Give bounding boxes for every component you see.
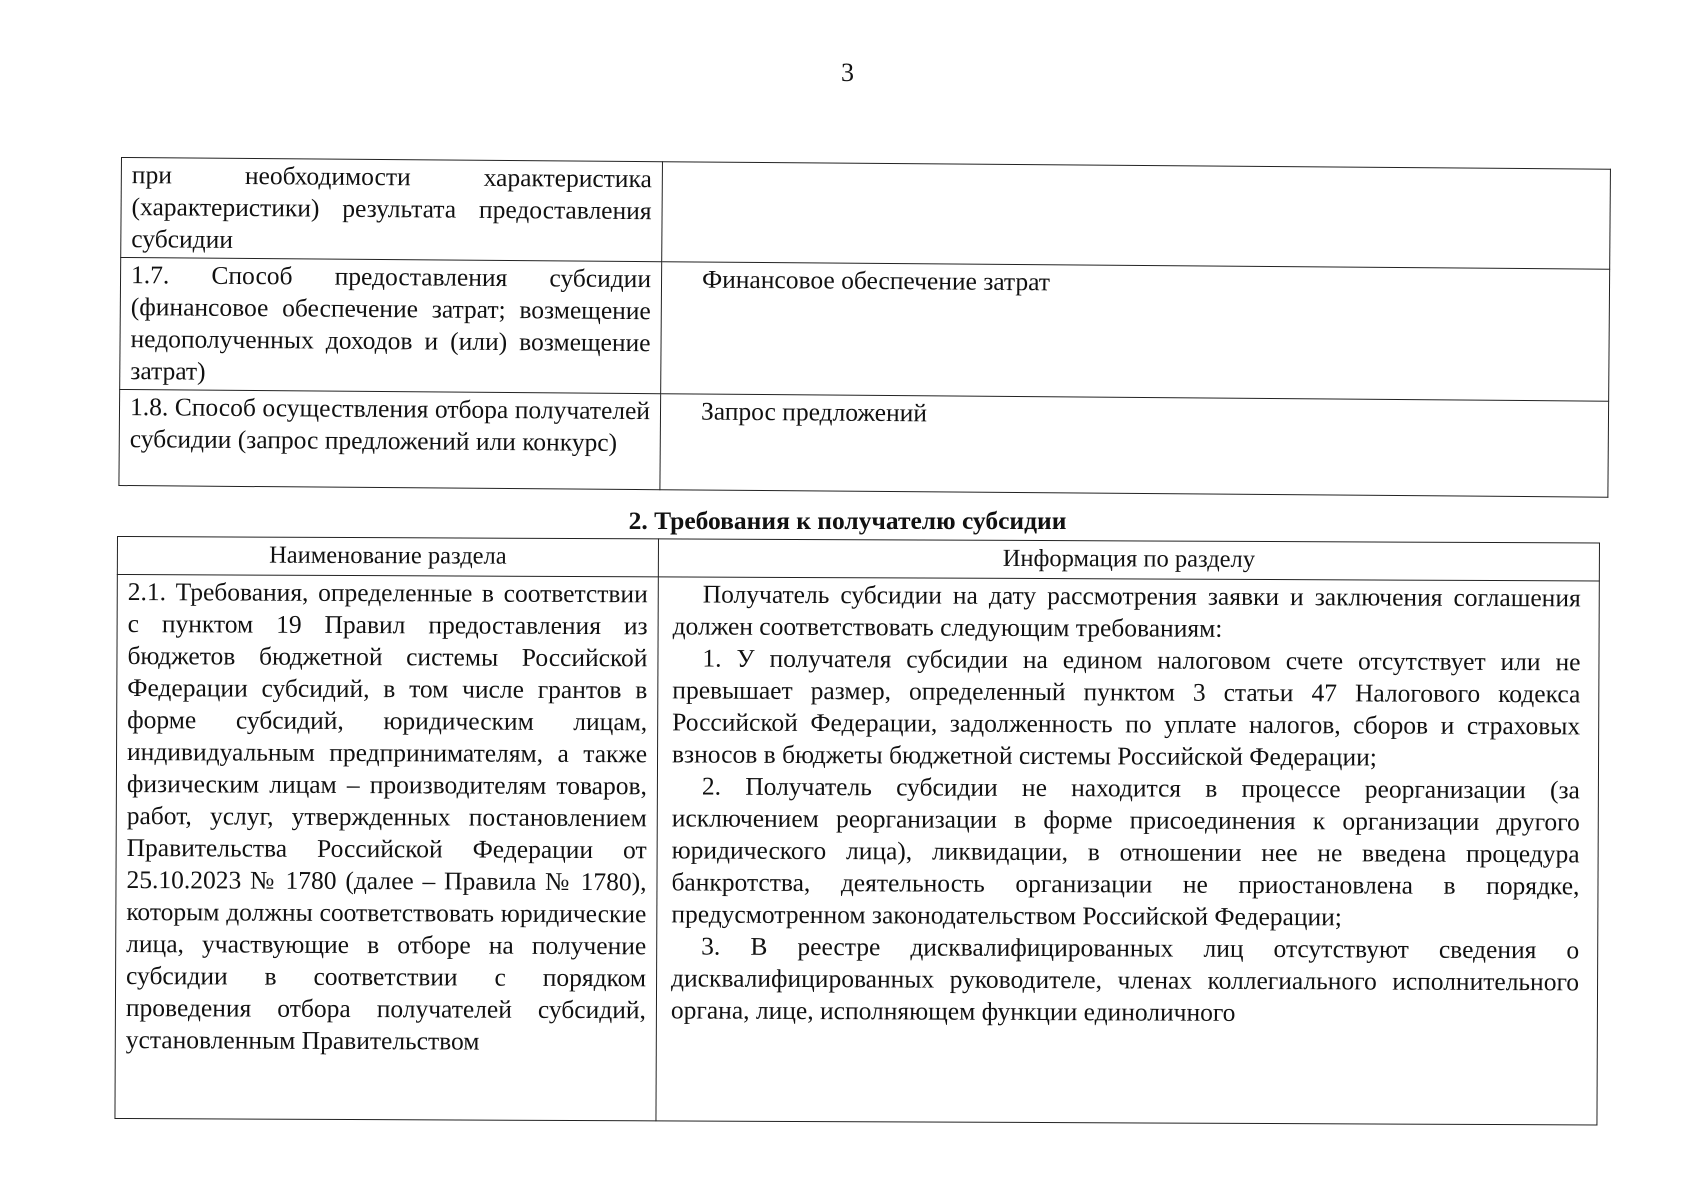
requirement-paragraph: 3. В реестре дисквалифицированных лиц отсутствуют сведения о дисквалифицированных руководителе, членах коллегиального исполнительного органа, лице, исполняющем функции единоличного [670, 931, 1580, 1027]
row-label: при необходимости характеристика (характеристики) результата предоставления субсидии [121, 158, 663, 262]
row-label: 2.1. Требования, определенные в соответствии с пунктом 19 Правил предоставления из бюджетов бюджетной системы Российской Федерации субсидий, в том числе грантов в форме субсидий, юридическим лицам, индивидуальным предпринимателям, а также физическим лицам – производителям товаров, работ, услуг, утвержденных постановлением Правительства Российской Федерации от 25.10.2023 № 1780 (далее – Правила № 1780), которым должны соответствовать юридические лица, участвующие в отборе на получение субсидии в соответствии с порядком проведения отбора получателей субсидий, установленным Правительством [115, 575, 658, 1121]
column-header-section-name: Наименование раздела [117, 537, 658, 577]
row-label: 1.7. Способ предоставления субсидии (финансовое обеспечение затрат; возмещение недополученных доходов и (или) возмещение затрат) [120, 258, 662, 394]
requirement-paragraph: Получатель субсидии на дату рассмотрения заявки и заключения соглашения должен соответствовать следующим требованиям: [672, 579, 1581, 643]
row-value: Запрос предложений [660, 394, 1609, 497]
row-value [662, 162, 1611, 269]
page-number: 3 [841, 58, 854, 87]
requirement-paragraph: 2. Получатель субсидии не находится в процессе реорганизации (за исключением реорганизации в форме присоединения к организации другого юридического лица), ликвидации, в отношении нее не введена процедура банкротства, деятельность организации не приостановлена в порядке, предусмотренном законодательством Российской Федерации; [671, 771, 1580, 932]
requirements-table [114, 536, 1600, 1125]
requirement-paragraph: 1. У получателя субсидии на едином налоговом счете отсутствует или не превышает размер, определенный пунктом 3 статьи 47 Налогового кодекса Российской Федерации, задолженность по уплате налогов, сборов и страховых взносов в бюджеты бюджетной системы Российской Федерации; [671, 643, 1581, 772]
parameters-table [118, 157, 1611, 498]
table-row [120, 258, 1610, 402]
table-row [119, 389, 1609, 497]
table-row [121, 158, 1611, 270]
section-heading: 2. Требования к получателю субсидии [628, 506, 1067, 535]
row-value: Финансовое обеспечение затрат [661, 262, 1610, 401]
row-value [656, 577, 1599, 1125]
table-row [115, 575, 1599, 1125]
column-header-section-info: Информация по разделу [658, 539, 1599, 581]
row-label: 1.8. Способ осуществления отбора получателей субсидии (запрос предложений или конкурс) [119, 389, 661, 489]
table-header-row [117, 537, 1599, 581]
